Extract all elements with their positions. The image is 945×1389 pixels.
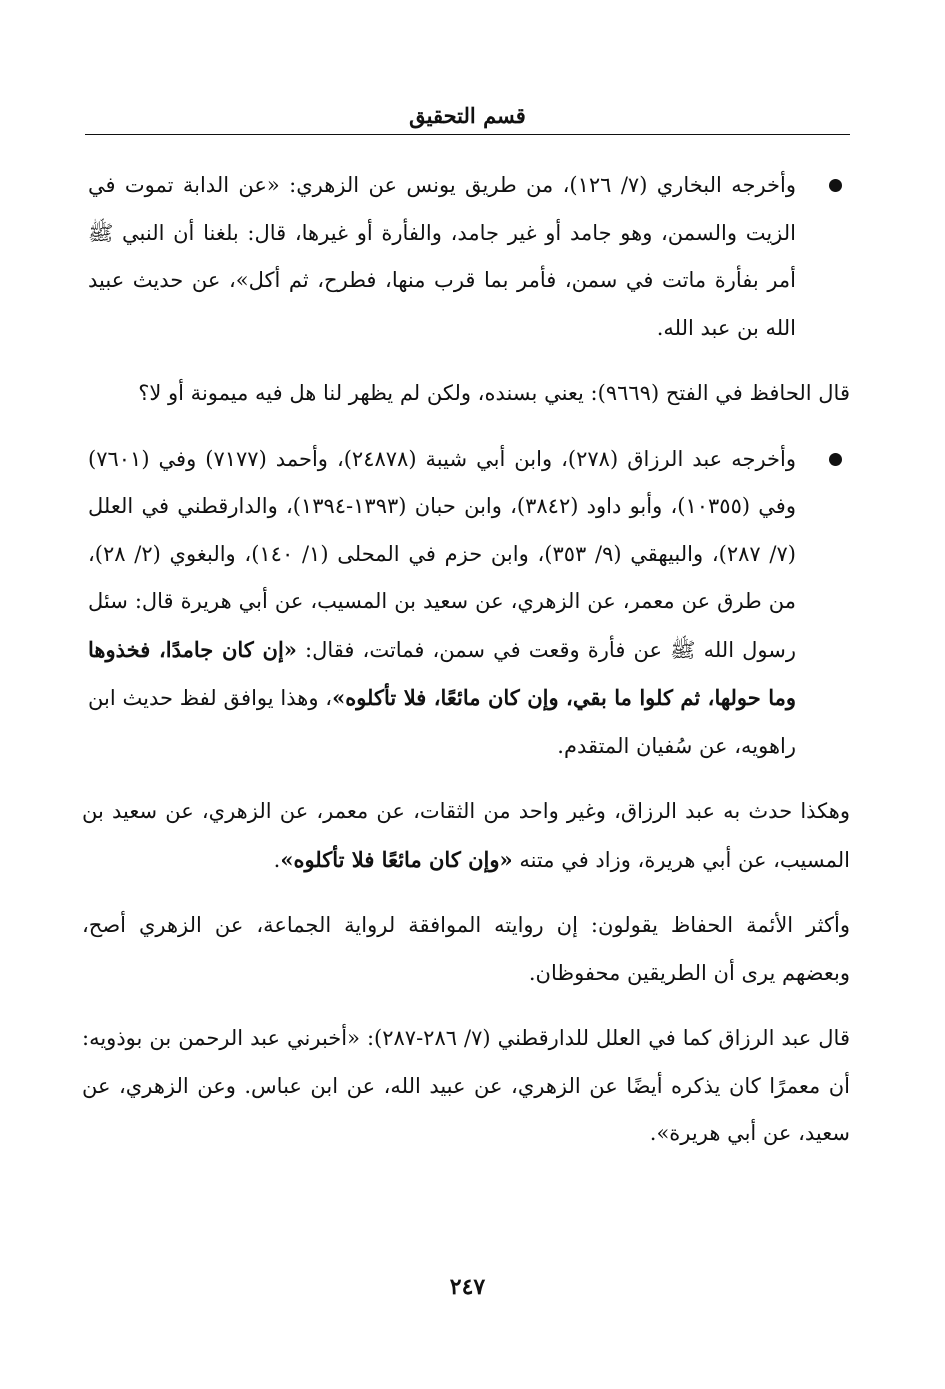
page-body [82,162,850,1158]
page-number: ٢٤٧ [449,1274,486,1300]
paragraph-text-after-quote: ، وهذا يوافق لفظ حديث ابن راهويه، عن سُفيان المتقدم. [88,686,796,758]
paragraph-daraqutni-ilal [82,1015,850,1158]
paragraph-thiqat-narration [82,788,850,884]
paragraph-text: وأخرجه البخاري (٧/ ١٢٦)، من طريق يونس عن الزهري: «عن الدابة تموت في الزيت والسمن، وهو جامد أو غير جامد، والفأرة أو غيرها، قال: بلغنا أن النبي ﷺ أمر بفأرة ماتت في سمن، فأمر بما قرب منها، فطرح، ثم أكل»، عن حديث عبيد الله بن عبد الله. [88,173,796,340]
running-head-title: قسم التحقيق [409,103,526,128]
hadith-quote-bold: «إن كان جامدًا، فخذوها وما حولها، ثم كلوا ما بقي، وإن كان مائعًا، فلا تأكلوه» [88,636,796,710]
paragraph-text: قال عبد الرزاق كما في العلل للدارقطني (٧/ ٢٨٦-٢٨٧): «أخبرني عبد الرحمن بن بوذويه: أن معمرًا كان يذكره أيضًا عن الزهري، عن عبيد الله، عن ابن عباس. وعن الزهري، عن سعيد، عن أبي هريرة». [82,1026,850,1145]
paragraph-hafiz-comment [82,370,850,418]
paragraph-text: وأكثر الأئمة الحفاظ يقولون: إن روايته الموافقة لرواية الجماعة، عن الزهري أصح، وبعضهم يرى أن الطريقين محفوظان. [82,913,850,985]
paragraph-text-before-quote: وهكذا حدث به عبد الرزاق، وغير واحد من الثقات، عن معمر، عن الزهري، عن سعيد بن المسيب، عن أبي هريرة، وزاد في متنه [82,799,850,872]
paragraph-bukhari-narration [82,162,850,352]
bullet-icon [829,179,842,192]
hadith-quote-bold: «وإن كان مائعًا فلا تأكلوه» [280,846,513,872]
paragraph-text: قال الحافظ في الفتح (٩٦٦٩): يعني بسنده، ولكن لم يظهر لنا هل فيه ميمونة أو لا؟ [138,381,850,405]
paragraph-imams-opinion [82,902,850,997]
paragraph-text-before-quote: وأخرجه عبد الرزاق (٢٧٨)، وابن أبي شيبة (٢٤٨٧٨)، وأحمد (٧١٧٧) وفي (٧٦٠١) وفي (١٠٣٥٥)، وأبو داود (٣٨٤٢)، وابن حبان (١٣٩٣-١٣٩٤)، والدارقطني في العلل (٧/ ٢٨٧)، والبيهقي (٩/ ٣٥٣)، وابن حزم في المحلى (١/ ١٤٠)، والبغوي (٢/ ٢٨)، من طرق عن معمر، عن الزهري، عن سعيد بن المسيب، عن أبي هريرة قال: سئل رسول الله ﷺ عن فأرة وقعت في سمن، فماتت، فقال: [88,446,797,662]
header-rule [85,134,850,135]
paragraph-abdurrazzaq-narration [82,436,850,771]
paragraph-text-after-quote: . [273,847,281,872]
bullet-icon [829,453,842,466]
